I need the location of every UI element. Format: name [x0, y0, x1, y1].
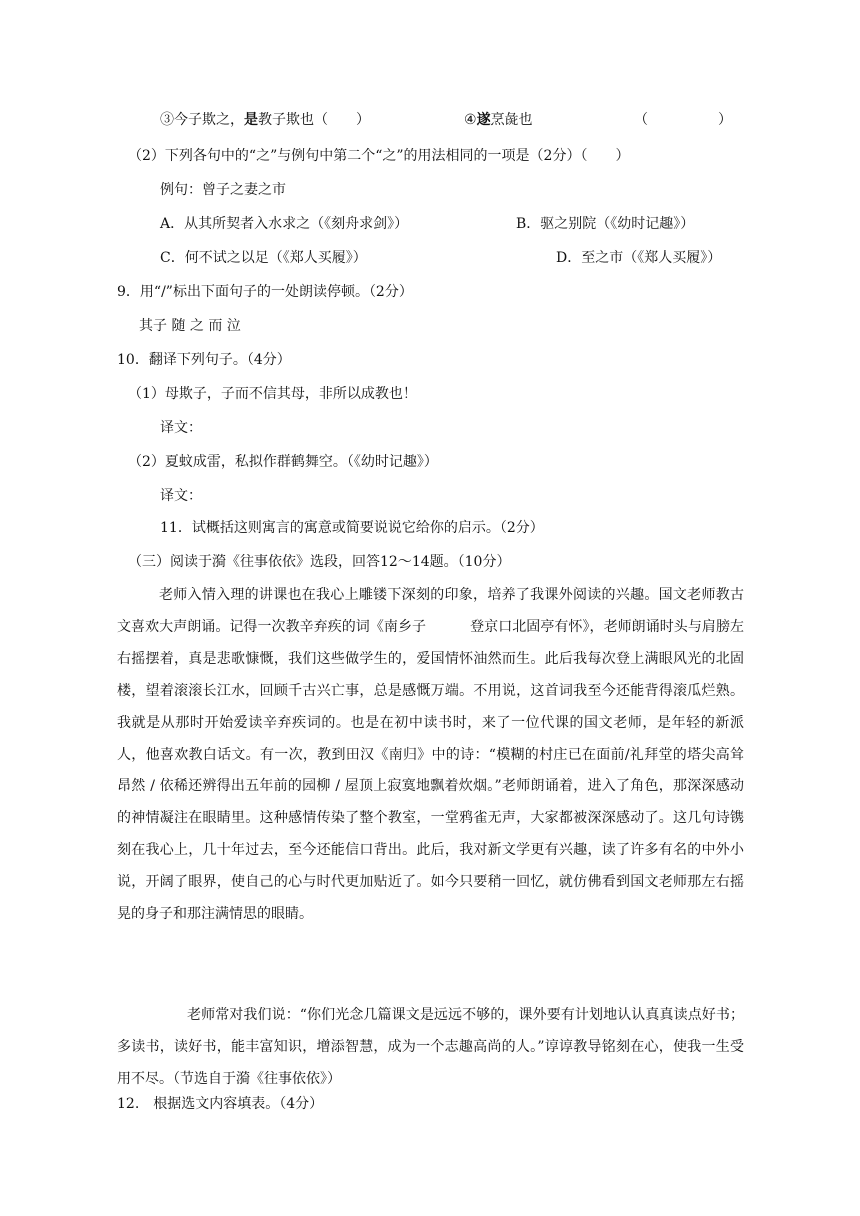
section3-heading: （三）阅读于漪《往事依依》选段，回答12～14题。（10分） [128, 554, 511, 570]
q9-prompt: 9．用“/”标出下面句子的一处朗读停顿。（2分） [117, 284, 413, 300]
q8-2-prompt: （2）下列各句中的“之”与例句中第二个“之”的用法相同的一项是（2分）（ ） [128, 148, 630, 164]
q8-2-option-a: A．从其所契者入水求之（《刻舟求剑》） [160, 216, 409, 232]
q8-item4-paren-close: ） [718, 112, 732, 128]
q10-translation-label-2: 译文： [160, 488, 202, 504]
q10-prompt: 10．翻译下列句子。（4分） [117, 352, 291, 368]
passage-paragraph-1: 老师入情入理的讲课也在我心上雕镂下深刻的印象，培养了我课外阅读的兴趣。国文老师教古文喜欢大声朗诵。记得一次教辛弃疾的词《南乡子 登京口北固亭有怀》，老师朗诵时头与肩膀左右摇摆着，真是悲歌慷慨，我们这些做学生的，爱国情怀油然而生。此后我每次登上满眼风光的北固楼，望着滚滚长江水，回顾千古兴亡事，总是感慨万端。不用说，这首词我至今还能背得滚瓜烂熟。我就是从那时开始爱读辛弃疾词的。也是在初中读书时，来了一位代课的国文老师，是年轻的新派人，他喜欢教白话文。有一次，教到田汉《南归》中的诗：“模糊的村庄已在面前/礼拜堂的塔尖高耸昂然 / 依稀还辨得出五年前的园柳 / 屋顶上寂寞地飘着炊烟。”老师朗诵着，进入了角色，那深深感动的神情凝注在眼睛里。这种感情传染了整个教室，一堂鸦雀无声，大家都被深深感动了。这几句诗镌刻在我心上，几十年过去，至今还能信口背出。此后，我对新文学更有兴趣，读了许多有名的中外小说，开阔了眼界，使自己的心与时代更加贴近了。如今只要稍一回忆，就仿佛看到国文老师那左右摇晃的身子和那注满情思的眼睛。 [117, 587, 744, 923]
q8-item4: ④遂烹彘也 [464, 112, 533, 128]
q8-item3: ③今子欺之，是教子欺也（ ） [160, 112, 370, 128]
q10-sentence-2: （2）夏蚊成雷，私拟作群鹤舞空。（《幼时记趣》） [128, 454, 438, 470]
q12-prompt: 12. 根据选文内容填表。（4分） [117, 1096, 324, 1112]
q9-sentence: 其子 随 之 而 泣 [139, 318, 241, 334]
q8-2-option-c: C．何不试之以足（《郑人买履》） [160, 250, 367, 266]
q10-sentence-1: （1）母欺子，子而不信其母，非所以成教也！ [128, 386, 417, 402]
q8-item4-bold: 遂 [476, 112, 491, 128]
q8-2-example: 例句：曾子之妻之市 [160, 182, 286, 198]
q8-item4-paren-open: （ [634, 112, 648, 128]
q8-item3-bold: 是 [244, 112, 258, 128]
q8-2-option-d: D．至之市（《郑人买履》） [556, 250, 722, 266]
q11-prompt: 11．试概括这则寓言的寓意或简要说说它给你的启示。（2分） [160, 520, 544, 536]
passage-paragraph-2: 老师常对我们说：“你们光念几篇课文是远远不够的，课外要有计划地认认真真读点好书；多读书，读好书，能丰富知识，增添智慧，成为一个志趣高尚的人。”谆谆教导铭刻在心，使我一生受用不尽。（节选自于漪《往事依依》） [117, 1007, 744, 1087]
q10-translation-label-1: 译文： [160, 420, 202, 436]
q8-2-option-b: B．驱之别院（《幼时记趣》） [516, 216, 695, 232]
